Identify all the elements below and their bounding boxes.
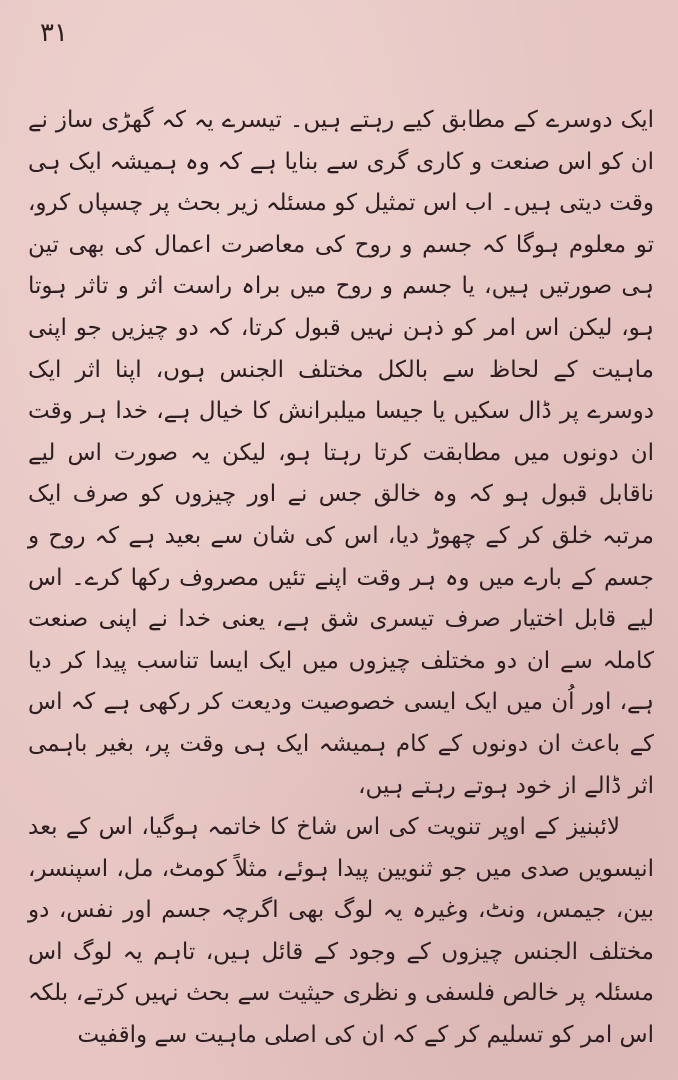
paragraph-2: لائبنیز کے اوپر تنویت کی اس شاخ کا خاتمہ ہوگیا، اس کے بعد انیسویں صدی میں جو ثنویین پیدا ہوئے، مثلاً کومٹ، مل، اسپنسر، بین، جیمس، ونٹ، وغیرہ یہ لوگ بھی اگرچہ جسم اور نفس، دو مختلف الجنس چیزوں کے وجود کے قائل ہیں، تاہم یہ لوگ اس مسئلہ پر خالص فلسفی و نظری حیثیت سے بحث نہیں کرتے، بلکہ اس امر کو تسلیم کر کے کہ ان کی اصلی ماہیت سے واقفیت bbox=[28, 814, 654, 1049]
page-number: ۳۱ bbox=[40, 18, 68, 48]
paragraph-1: ایک دوسرے کے مطابق کیے رہتے ہیں۔ تیسرے یہ کہ گھڑی ساز نے ان کو اس صنعت و کاری گری سے بنایا ہے کہ وہ ہمیشہ ایک ہی وقت دیتی ہیں۔ اب اس تمثیل کو مسئلہ زیر بحث پر چسپاں کرو، تو معلوم ہوگا کہ جسم و روح کی معاصرت اعمال کی بھی تین ہی صورتیں ہیں، یا جسم و روح میں براہ راست اثر و تاثر ہوتا ہو، لیکن اس امر کو ذہن نہیں قبول کرتا، کہ دو چیزیں جو اپنی ماہیت کے لحاظ سے بالکل مختلف الجنس ہوں، اپنا اثر ایک دوسرے پر ڈال سکیں یا جیسا میلبرانش کا خیال ہے، خدا ہر وقت ان دونوں میں مطابقت کرتا رہتا ہو، لیکن یہ صورت اس لیے ناقابل قبول ہو کہ وہ خالق جس نے اور چیزوں کو صرف ایک مرتبہ خلق کر کے چھوڑ دیا، اس کی شان سے بعید ہے کہ روح و جسم کے بارے میں وہ ہر وقت اپنے تئیں مصروف رکھا کرے۔ اس لیے قابل اختیار صرف تیسری شق ہے، یعنی خدا نے اپنی صنعت کاملہ سے ان دو مختلف چیزوں میں ایک ایسا تناسب پیدا کر دیا ہے، اور اُن میں ایک ایسی خصوصیت ودیعت کر رکھی ہے کہ اس کے باعث ان دونوں کے کام ہمیشہ ایک ہی وقت پر، بغیر باہمی اثر ڈالے از خود ہوتے رہتے ہیں، bbox=[28, 107, 654, 799]
page-body bbox=[28, 100, 654, 1057]
